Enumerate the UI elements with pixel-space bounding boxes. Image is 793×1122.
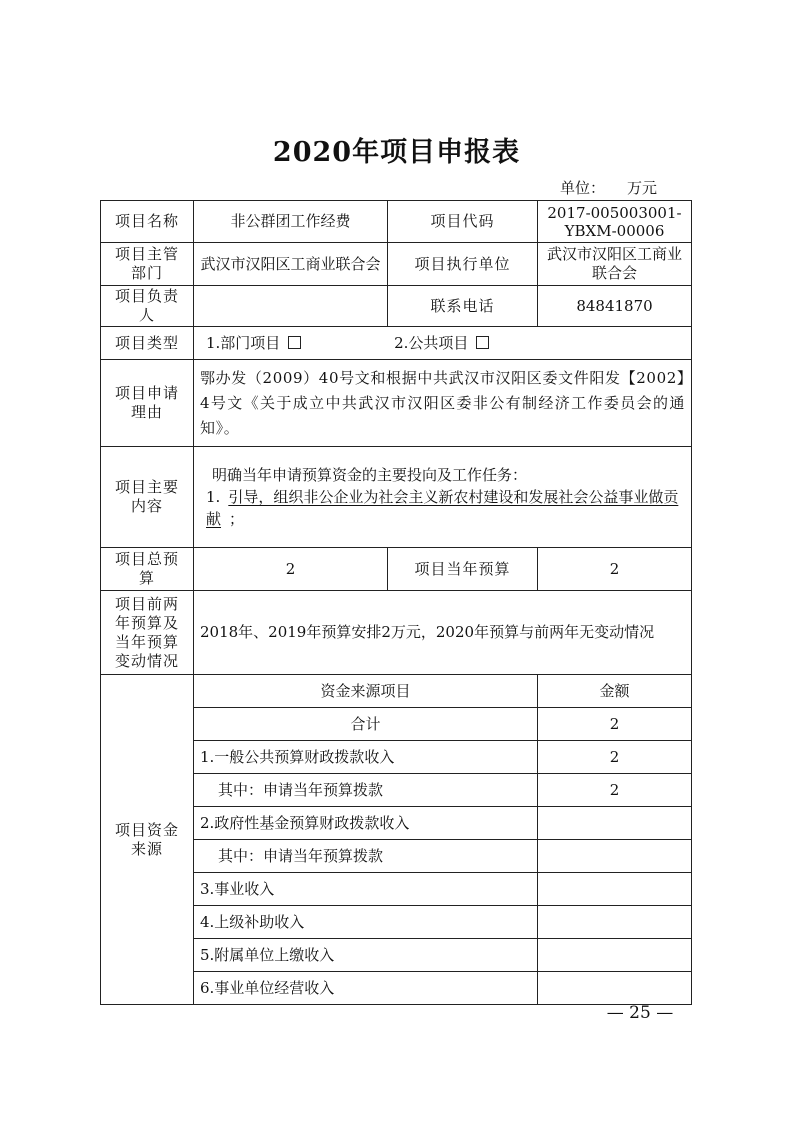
funding-header-item: 资金来源项目 — [194, 675, 538, 708]
exec-label: 项目执行单位 — [388, 243, 538, 286]
content-line1: 明确当年申请预算资金的主要投向及工作任务： — [212, 466, 528, 484]
funding-item: 1.一般公共预算财政拨款收入 — [194, 741, 538, 774]
funding-header-amount: 金额 — [538, 675, 692, 708]
reason-label: 项目申请理由 — [101, 360, 194, 447]
project-code-label: 项目代码 — [388, 201, 538, 243]
content-cell — [194, 447, 692, 548]
funding-amount: 2 — [538, 741, 692, 774]
phone-value: 84841870 — [538, 286, 692, 327]
project-table — [100, 200, 692, 1005]
change-text: 2018年、2019年预算安排2万元，2020年预算与前两年无变动情况 — [194, 591, 692, 675]
exec-value: 武汉市汉阳区工商业联合会 — [538, 243, 692, 286]
checkbox-icon — [288, 336, 301, 349]
dept-label: 项目主管部门 — [101, 243, 194, 286]
content-text: 引导，组织非公企业为社会主义新农村建设和发展社会公益事业做贡献 — [206, 488, 679, 528]
type-opt2: 2.公共项目 — [394, 333, 469, 352]
funding-amount: 2 — [538, 708, 692, 741]
funding-amount — [538, 939, 692, 972]
unit-value: 万元 — [627, 179, 658, 197]
current-budget-value: 2 — [538, 548, 692, 591]
row-project-name — [101, 201, 692, 243]
funding-amount — [538, 840, 692, 873]
funding-item: 5.附属单位上缴收入 — [194, 939, 538, 972]
project-name-value: 非公群团工作经费 — [194, 201, 388, 243]
reason-text: 鄂办发（2009）40号文和根据中共武汉市汉阳区委文件阳发【2002】4号文《关于成立中共武汉市汉阳区委非公有制经济工作委员会的通知》。 — [194, 360, 692, 447]
funding-item: 其中：申请当年预算拨款 — [194, 774, 538, 807]
row-reason — [101, 360, 692, 447]
row-owner — [101, 286, 692, 327]
funding-amount — [538, 972, 692, 1005]
funding-item: 2.政府性基金预算财政拨款收入 — [194, 807, 538, 840]
funding-label: 项目资金来源 — [101, 675, 194, 1005]
row-content — [101, 447, 692, 548]
row-dept — [101, 243, 692, 286]
row-budget — [101, 548, 692, 591]
owner-label: 项目负责人 — [101, 286, 194, 327]
type-label: 项目类型 — [101, 327, 194, 360]
checkbox-icon — [476, 336, 489, 349]
total-budget-label: 项目总预算 — [101, 548, 194, 591]
page-title: 2020年项目申报表 — [272, 137, 521, 168]
content-label: 项目主要内容 — [101, 447, 194, 548]
project-name-label: 项目名称 — [101, 201, 194, 243]
funding-amount — [538, 906, 692, 939]
page-number: — 25 — — [606, 1003, 674, 1023]
funding-amount — [538, 807, 692, 840]
row-change — [101, 591, 692, 675]
owner-value — [194, 286, 388, 327]
funding-item: 3.事业收入 — [194, 873, 538, 906]
content-num: 1. — [206, 488, 221, 506]
content-line2 — [200, 486, 685, 530]
content-end: ； — [229, 510, 245, 528]
funding-item: 4.上级补助收入 — [194, 906, 538, 939]
phone-label: 联系电话 — [388, 286, 538, 327]
dept-value: 武汉市汉阳区工商业联合会 — [194, 243, 388, 286]
funding-item: 其中：申请当年预算拨款 — [194, 840, 538, 873]
unit-label: 单位： — [560, 179, 606, 197]
type-opt1: 1.部门项目 — [206, 333, 281, 352]
current-budget-label: 项目当年预算 — [388, 548, 538, 591]
change-label: 项目前两年预算及当年预算变动情况 — [101, 591, 194, 675]
funding-header-row — [101, 675, 692, 708]
funding-item: 6.事业单位经营收入 — [194, 972, 538, 1005]
funding-amount — [538, 873, 692, 906]
row-type — [101, 327, 692, 360]
type-options — [194, 327, 692, 360]
total-budget-value: 2 — [194, 548, 388, 591]
project-code-value: 2017-005003001-YBXM-00006 — [538, 201, 692, 243]
unit-note — [560, 177, 690, 198]
funding-amount: 2 — [538, 774, 692, 807]
funding-item: 合计 — [194, 708, 538, 741]
